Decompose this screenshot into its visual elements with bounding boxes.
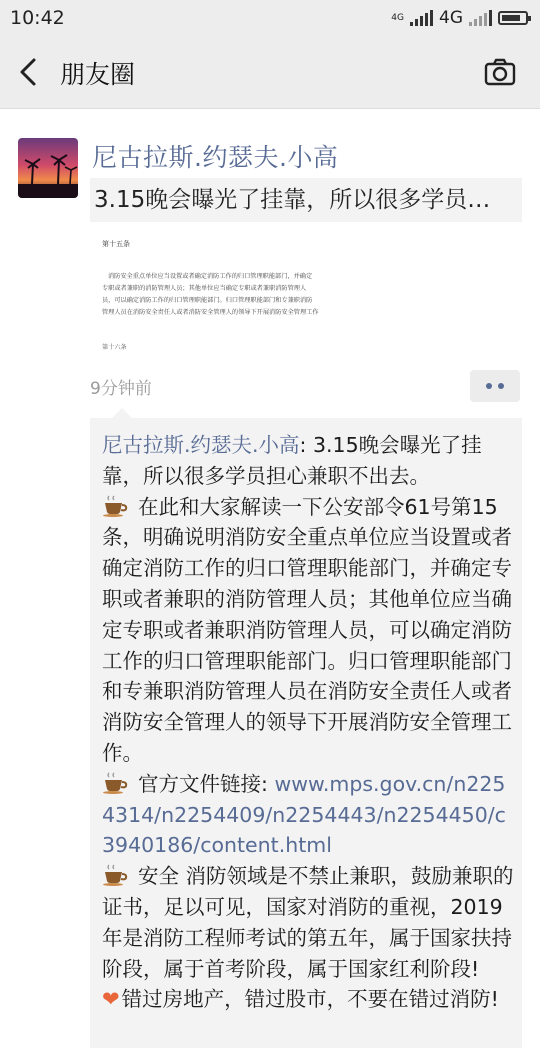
doc-line: 专职或者兼职的消防管理人员；其他单位应当确定专职或者兼职消防管理人 [102, 285, 307, 292]
signal-icon [410, 10, 433, 26]
coffee-emoji-icon [102, 495, 128, 517]
comment-text: 安全 消防领域是不禁止兼职，鼓励兼职的证书，足以可见，国家对消防的重视，2019年是消防工程师考试的第五年，属于国家扶持阶段，属于首考阶段，属于国家红利阶段! [102, 864, 514, 981]
post-time: 9分钟前 [90, 379, 152, 399]
comment-text: 官方文件链接: [138, 771, 275, 796]
avatar[interactable] [18, 138, 78, 198]
coffee-emoji-icon [102, 864, 128, 886]
comment-text: 在此和大家解读一下公安部令61号第15条，明确说明消防安全重点单位应当设置或者确定消防工作的归口管理职能部门，并确定专职或者兼职的消防管理人员；其他单位应当确定专职或者兼职消防管理人员，可以确定消防工作的归口管理职能部门。归口管理职能部门和专兼职消防管理人员在消防安全责任人或者消防安全管理人的领导下开展消防安全管理工作。 [102, 494, 512, 765]
status-icons [391, 8, 528, 28]
doc-footer: 第十六条 [102, 344, 127, 351]
shared-link-card[interactable] [90, 178, 522, 222]
battery-icon [498, 11, 528, 25]
official-link[interactable]: www.mps.gov.cn/n2254314/n2254409/n2254443/n2254450/c3940186/content.html [102, 771, 506, 858]
post-author[interactable]: 尼古拉斯.约瑟夫.小高 [92, 143, 339, 172]
back-arrow-icon[interactable] [16, 56, 42, 88]
doc-line: 消防安全重点单位应当设置或者确定消防工作的归口管理职能部门，并确定 [108, 273, 313, 280]
network-label: 4G [439, 8, 463, 28]
comment-text: 错过房地产，错过股市，不要在错过消防! [121, 987, 499, 1012]
clock: 10:42 [10, 7, 65, 29]
heart-emoji-icon: ❤ [102, 987, 120, 1012]
status-bar [0, 0, 540, 36]
document-image[interactable] [92, 232, 392, 352]
doc-heading: 第十五条 [102, 240, 130, 248]
page-title: 朋友圈 [60, 60, 136, 89]
link-title: 3.15晚会曝光了挂靠，所以很多学员… [94, 187, 491, 213]
coffee-emoji-icon [102, 772, 128, 794]
signal-icon-2 [469, 10, 492, 26]
document-image-canvas [92, 232, 392, 352]
comment-box [90, 418, 522, 1048]
more-dots-icon[interactable] [470, 370, 520, 402]
comment [102, 430, 514, 1015]
doc-line: 员，可以确定消防工作的归口管理职能部门。归口管理职能部门和专兼职消防 [102, 297, 313, 304]
avatar-sunset-image [18, 138, 78, 198]
camera-icon[interactable] [484, 58, 516, 86]
nav-bar [0, 36, 540, 109]
comment-author[interactable]: 尼古拉斯.约瑟夫.小高 [102, 433, 300, 457]
battery-fill [502, 15, 520, 21]
doc-line: 管理人员在消防安全责任人或者消防安全管理人的领导下开展消防安全管理工作 [102, 309, 319, 316]
network-small-label: 4G [391, 12, 404, 23]
comment-text: : 3.15晚会曝光了挂靠，所以很多学员担心兼职不出去。 [102, 433, 482, 488]
